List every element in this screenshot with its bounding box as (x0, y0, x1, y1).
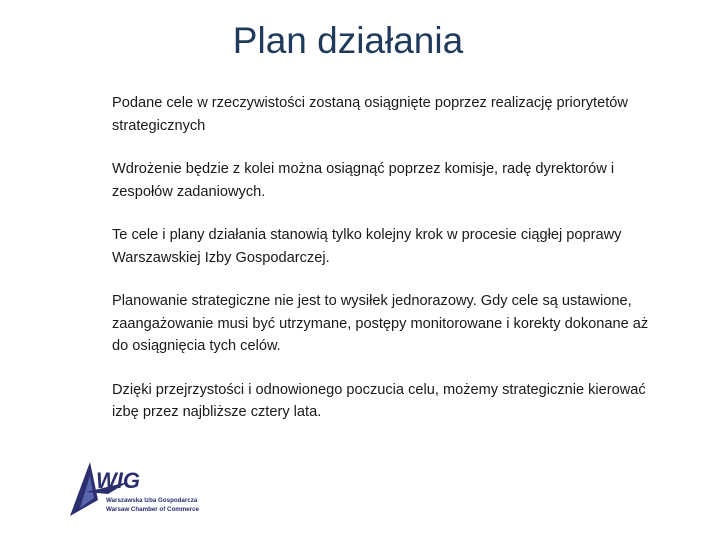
wig-logo-graphic (68, 460, 208, 520)
logo-name-line-2: Warsaw Chamber of Commerce (106, 506, 199, 513)
slide-body (112, 92, 652, 445)
logo-triangle-shape (70, 462, 98, 516)
slide-title: Plan działania (232, 20, 464, 61)
wig-logo (68, 460, 208, 520)
paragraph-4: Planowanie strategiczne nie jest to wysiłek jednorazowy. Gdy cele są ustawione, zaangażowanie musi być utrzymane, postępy monitorowane i korekty dokonane aż do osiągnięcia tych celów. (112, 293, 649, 354)
paragraph-2: Wdrożenie będzie z kolei można osiągnąć poprzez komisje, radę dyrektorów i zespołów zadaniowych. (112, 161, 615, 200)
paragraph-1: Podane cele w rzeczywistości zostaną osiągnięte poprzez realizację priorytetów strategicznych (112, 95, 628, 134)
paragraph-5: Dzięki przejrzystości i odnowionego poczucia celu, możemy strategicznie kierować izbę przez najbliższe cztery lata. (112, 381, 646, 420)
logo-name-line-1: Warszawska Izba Gospodarcza (106, 497, 198, 504)
paragraph-3: Te cele i plany działania stanowią tylko kolejny krok w procesie ciągłej poprawy Warszawskiej Izby Gospodarczej. (112, 227, 622, 266)
logo-wig-text: WIG (96, 468, 140, 493)
